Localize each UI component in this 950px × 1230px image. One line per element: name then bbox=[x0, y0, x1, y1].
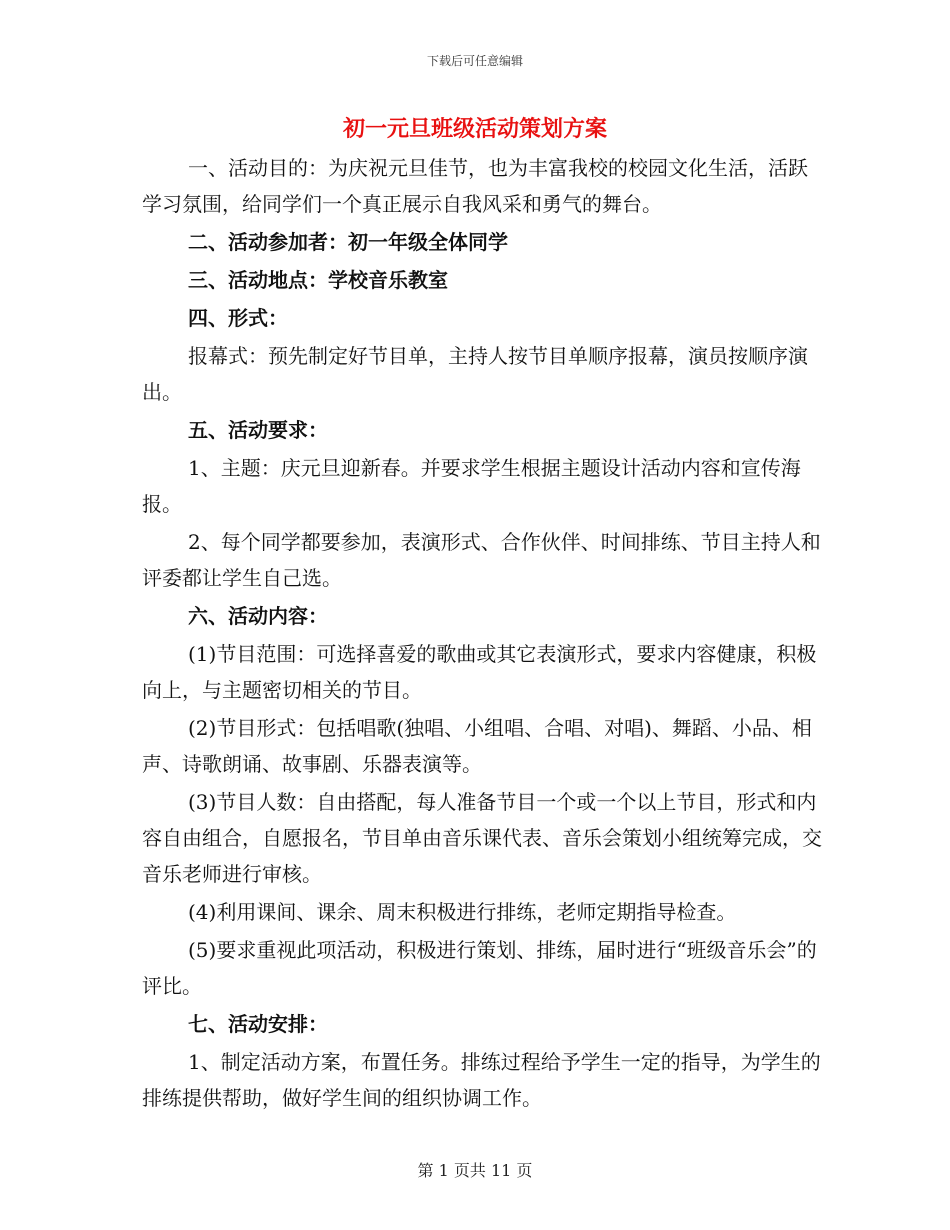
paragraph: 一、活动目的：为庆祝元旦佳节，也为丰富我校的校园文化生活，活跃学习氛围，给同学们一个真正展示自我风采和勇气的舞台。 bbox=[142, 156, 808, 216]
paragraph: 2、每个同学都要参加，表演形式、合作伙伴、时间排练、节目主持人和评委都让学生自己选。 bbox=[142, 530, 821, 590]
section-heading: 四、形式： bbox=[188, 306, 288, 330]
page-footer: 第 1 页共 11 页 bbox=[417, 1161, 533, 1180]
paragraph: 报幕式：预先制定好节目单，主持人按节目单顺序报幕，演员按顺序演出。 bbox=[142, 344, 808, 404]
section-heading: 七、活动安排： bbox=[188, 1012, 328, 1036]
paragraph: 1、主题：庆元旦迎新春。并要求学生根据主题设计活动内容和宣传海报。 bbox=[142, 456, 801, 516]
header-note: 下载后可任意编辑 bbox=[426, 54, 523, 68]
paragraph: (5)要求重视此项活动，积极进行策划、排练，届时进行“班级音乐会”的评比。 bbox=[142, 938, 817, 998]
document-body bbox=[142, 150, 822, 1118]
section-heading: 三、活动地点：学校音乐教室 bbox=[188, 268, 448, 292]
section-heading: 六、活动内容： bbox=[188, 604, 328, 628]
section-heading: 五、活动要求： bbox=[188, 418, 328, 442]
paragraph: (4)利用课间、课余、周末积极进行排练，老师定期指导检查。 bbox=[188, 900, 737, 924]
paragraph: 1、制定活动方案，布置任务。排练过程给予学生一定的指导，为学生的排练提供帮助，做好学生间的组织协调工作。 bbox=[142, 1050, 821, 1110]
document-title: 初一元旦班级活动策划方案 bbox=[342, 117, 607, 142]
paragraph: (3)节目人数：自由搭配，每人准备节目一个或一个以上节目，形式和内容自由组合，自愿报名，节目单由音乐课代表、音乐会策划小组统筹完成，交音乐老师进行审核。 bbox=[142, 790, 822, 886]
paragraph: (2)节目形式：包括唱歌(独唱、小组唱、合唱、对唱)、舞蹈、小品、相声、诗歌朗诵、故事剧、乐器表演等。 bbox=[142, 716, 812, 776]
paragraph: (1)节目范围：可选择喜爱的歌曲或其它表演形式，要求内容健康，积极向上，与主题密切相关的节目。 bbox=[142, 642, 817, 702]
section-heading: 二、活动参加者：初一年级全体同学 bbox=[188, 230, 508, 254]
